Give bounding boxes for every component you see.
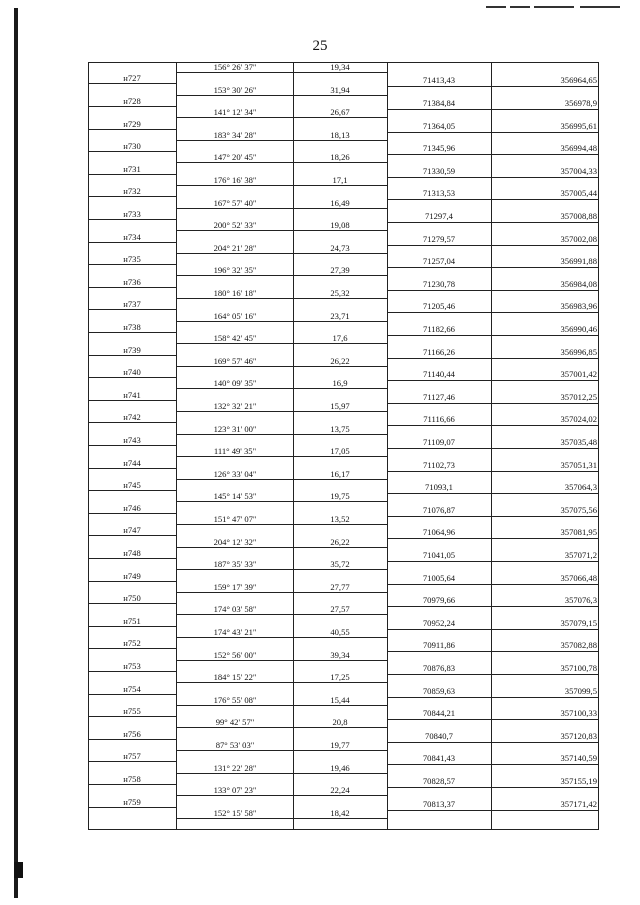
coord-y: 357120,83 xyxy=(560,730,597,741)
bearing-angle: 87° 53' 03" xyxy=(215,740,255,750)
point-label: н758 xyxy=(123,773,141,784)
coord-x: 70979,66 xyxy=(422,595,456,606)
row-rule xyxy=(388,810,598,811)
point-label: н732 xyxy=(123,186,141,197)
coord-y: 357004,33 xyxy=(560,165,597,176)
row-rule xyxy=(177,230,387,231)
point-label: н733 xyxy=(123,208,141,219)
row-rule xyxy=(388,471,598,472)
coord-x: 71109,07 xyxy=(423,436,455,447)
coord-y: 356994,48 xyxy=(560,143,597,154)
coord-y: 357024,02 xyxy=(560,414,597,425)
coord-y: 357001,42 xyxy=(560,369,597,380)
segment-length: 19,77 xyxy=(330,740,350,750)
row-rule xyxy=(177,456,387,457)
row-rule xyxy=(177,547,387,548)
top-rule xyxy=(510,6,530,8)
row-rule xyxy=(388,199,598,200)
bearing-angle: 133° 07' 23" xyxy=(213,785,257,796)
coord-x: 71093,1 xyxy=(425,482,453,493)
coord-x: 71140,44 xyxy=(423,369,455,380)
coord-y: 357171,42 xyxy=(560,798,597,809)
row-rule xyxy=(388,109,598,110)
coord-y: 356983,96 xyxy=(560,301,597,312)
row-rule xyxy=(177,185,387,186)
coord-y: 356991,88 xyxy=(560,256,597,267)
segment-length: 16,17 xyxy=(330,468,350,479)
coord-y: 357066,48 xyxy=(560,572,597,583)
segment-length: 31,94 xyxy=(330,84,350,95)
segment-length: 20,8 xyxy=(332,717,348,728)
segment-length: 27,57 xyxy=(330,604,350,615)
point-label: н753 xyxy=(123,660,141,671)
row-rule xyxy=(388,380,598,381)
row-rule xyxy=(388,154,598,155)
point-label: н750 xyxy=(123,593,141,604)
coord-y: 357071,2 xyxy=(564,549,597,560)
row-rule xyxy=(177,72,387,73)
top-rule xyxy=(486,6,506,8)
coord-x: 70840,7 xyxy=(425,730,453,741)
bearing-angle: 153° 30' 26" xyxy=(213,84,257,95)
row-rule xyxy=(177,818,387,819)
page-number: 25 xyxy=(312,38,328,54)
row-rule xyxy=(177,614,387,615)
row-rule xyxy=(88,445,176,446)
segment-length: 27,39 xyxy=(330,265,350,276)
row-rule xyxy=(88,400,176,401)
row-rule xyxy=(88,129,176,130)
row-rule xyxy=(177,524,387,525)
coord-x: 71166,26 xyxy=(423,346,455,357)
point-label: н741 xyxy=(123,389,141,400)
row-rule xyxy=(388,177,598,178)
coord-x: 71116,66 xyxy=(423,414,455,425)
segment-length: 35,72 xyxy=(330,559,350,570)
row-rule xyxy=(388,651,598,652)
point-label: н743 xyxy=(123,434,141,445)
point-label: н746 xyxy=(123,502,141,513)
row-rule xyxy=(177,321,387,322)
coord-y: 357064,3 xyxy=(564,482,597,493)
coord-y: 357140,59 xyxy=(560,753,597,764)
bearing-angle: 147° 20' 45" xyxy=(213,152,257,163)
row-rule xyxy=(88,716,176,717)
coord-y: 356964,65 xyxy=(560,75,597,86)
coord-x: 70844,21 xyxy=(422,708,456,719)
coord-x: 71279,57 xyxy=(422,233,456,244)
table-border-right xyxy=(598,62,599,830)
coord-x: 71127,46 xyxy=(423,391,455,402)
segment-length: 19,34 xyxy=(330,62,350,72)
row-rule xyxy=(388,448,598,449)
bearing-angle: 176° 16' 38" xyxy=(213,175,257,185)
coord-x: 70813,37 xyxy=(422,798,456,809)
segment-length: 17,05 xyxy=(330,446,350,457)
row-rule xyxy=(177,795,387,796)
segment-length: 23,71 xyxy=(330,310,350,321)
segment-length: 15,97 xyxy=(330,401,350,411)
row-rule xyxy=(88,513,176,514)
bearing-angle: 156° 26' 37" xyxy=(213,62,257,72)
bearing-angle: 158° 42' 45" xyxy=(213,333,257,344)
bearing-angle: 140° 09' 35" xyxy=(213,378,257,389)
row-rule xyxy=(88,490,176,491)
coord-y: 357005,44 xyxy=(560,188,597,199)
row-rule xyxy=(88,377,176,378)
point-label: н744 xyxy=(123,457,141,468)
row-rule xyxy=(88,694,176,695)
coord-y: 357081,95 xyxy=(560,527,597,538)
segment-length: 26,22 xyxy=(330,355,350,366)
row-rule xyxy=(88,784,176,785)
bearing-angle: 152° 56' 00" xyxy=(213,649,257,660)
bearing-angle: 123° 31' 00" xyxy=(213,423,257,434)
row-rule xyxy=(88,468,176,469)
bearing-angle: 183° 34' 28" xyxy=(213,129,257,140)
row-rule xyxy=(388,245,598,246)
coord-x: 71041,05 xyxy=(422,549,456,560)
row-rule xyxy=(388,335,598,336)
coord-y: 356978,9 xyxy=(564,97,597,108)
bearing-angle: 164° 05' 16" xyxy=(213,310,257,321)
coord-y: 357100,33 xyxy=(560,708,597,719)
segment-length: 13,75 xyxy=(330,423,350,434)
coord-y: 357035,48 xyxy=(560,436,597,447)
row-rule xyxy=(88,648,176,649)
segment-length: 26,22 xyxy=(330,536,350,547)
point-label: н730 xyxy=(123,141,141,152)
point-label: н759 xyxy=(123,796,141,807)
row-rule xyxy=(88,196,176,197)
row-rule xyxy=(88,535,176,536)
segment-length: 24,73 xyxy=(330,242,350,253)
coord-y: 357012,25 xyxy=(560,391,597,402)
coord-x: 71313,53 xyxy=(422,188,456,199)
coord-x: 70828,57 xyxy=(422,775,456,786)
row-rule xyxy=(388,787,598,788)
row-rule xyxy=(388,312,598,313)
row-rule xyxy=(177,162,387,163)
bearing-angle: 167° 57' 40" xyxy=(213,197,257,208)
row-rule xyxy=(388,403,598,404)
segment-length: 19,75 xyxy=(330,491,350,502)
coord-x: 70859,63 xyxy=(422,685,456,696)
row-rule xyxy=(388,425,598,426)
row-rule xyxy=(388,764,598,765)
coord-x: 70841,43 xyxy=(422,753,456,764)
coord-x: 70876,83 xyxy=(422,662,456,673)
coord-x: 71102,73 xyxy=(423,459,455,470)
point-label: н742 xyxy=(123,412,141,423)
segment-length: 17,1 xyxy=(332,175,348,185)
top-rule xyxy=(580,6,620,8)
coord-y: 357082,88 xyxy=(560,640,597,651)
row-rule xyxy=(177,366,387,367)
segment-length: 17,6 xyxy=(332,333,348,344)
row-rule xyxy=(177,592,387,593)
row-rule xyxy=(388,742,598,743)
row-rule xyxy=(88,829,599,830)
point-label: н751 xyxy=(123,615,141,626)
row-rule xyxy=(388,493,598,494)
row-rule xyxy=(388,584,598,585)
bearing-angle: 152° 15' 58" xyxy=(213,807,257,818)
point-label: н740 xyxy=(123,367,141,378)
coord-y: 356990,46 xyxy=(560,323,597,334)
row-rule xyxy=(88,761,176,762)
coord-x: 71413,43 xyxy=(422,75,456,86)
row-rule xyxy=(177,140,387,141)
point-label: н727 xyxy=(123,73,141,84)
segment-length: 18,26 xyxy=(330,152,350,163)
row-rule xyxy=(177,434,387,435)
point-label: н756 xyxy=(123,728,141,739)
coord-y: 357008,88 xyxy=(560,210,597,221)
segment-length: 18,42 xyxy=(330,807,350,818)
row-rule xyxy=(88,581,176,582)
row-rule xyxy=(177,479,387,480)
row-rule xyxy=(177,569,387,570)
segment-length: 16,9 xyxy=(332,378,348,389)
top-rule xyxy=(534,6,574,8)
coord-x: 71005,64 xyxy=(422,572,456,583)
row-rule xyxy=(388,538,598,539)
coordinates-table xyxy=(88,62,599,830)
row-rule xyxy=(177,298,387,299)
row-rule xyxy=(177,727,387,728)
row-rule xyxy=(88,264,176,265)
point-label: н757 xyxy=(123,751,141,762)
segment-length: 19,08 xyxy=(330,220,350,231)
bearing-angle: 174° 03' 58" xyxy=(213,604,257,615)
row-rule xyxy=(388,290,598,291)
row-rule xyxy=(388,719,598,720)
coord-x: 71384,84 xyxy=(422,97,456,108)
row-rule xyxy=(177,660,387,661)
point-label: н747 xyxy=(123,525,141,536)
segment-length: 26,67 xyxy=(330,107,350,118)
row-rule xyxy=(88,807,176,808)
point-label: н734 xyxy=(123,231,141,242)
coord-x: 71064,96 xyxy=(422,527,456,538)
coord-y: 357051,31 xyxy=(560,459,597,470)
row-rule xyxy=(88,83,176,84)
row-rule xyxy=(88,603,176,604)
point-label: н731 xyxy=(123,163,141,174)
row-rule xyxy=(177,388,387,389)
point-label: н739 xyxy=(123,344,141,355)
row-rule xyxy=(388,516,598,517)
coord-x: 70911,86 xyxy=(423,640,455,651)
row-rule xyxy=(88,355,176,356)
row-rule xyxy=(177,773,387,774)
row-rule xyxy=(88,309,176,310)
bearing-angle: 145° 14' 53" xyxy=(213,491,257,502)
row-rule xyxy=(177,253,387,254)
point-label: н752 xyxy=(123,638,141,649)
coord-y: 357100,78 xyxy=(560,662,597,673)
row-rule xyxy=(177,208,387,209)
point-label: н728 xyxy=(123,95,141,106)
row-rule xyxy=(388,606,598,607)
row-rule xyxy=(388,267,598,268)
bearing-angle: 151° 47' 07" xyxy=(213,514,257,524)
point-label: н737 xyxy=(123,299,141,310)
bearing-angle: 169° 57' 46" xyxy=(213,355,257,366)
segment-length: 18,13 xyxy=(330,129,350,140)
coord-x: 71230,78 xyxy=(422,278,456,289)
segment-length: 13,52 xyxy=(330,514,350,524)
bearing-angle: 174° 43' 21" xyxy=(213,627,257,637)
row-rule xyxy=(88,106,176,107)
row-rule xyxy=(88,287,176,288)
coord-x: 71330,59 xyxy=(422,165,456,176)
row-rule xyxy=(388,629,598,630)
row-rule xyxy=(88,739,176,740)
coord-y: 356995,61 xyxy=(560,120,597,131)
segment-length: 17,25 xyxy=(330,672,350,683)
bearing-angle: 187° 35' 33" xyxy=(213,559,257,570)
segment-length: 39,34 xyxy=(330,649,350,660)
row-rule xyxy=(177,501,387,502)
coord-y: 356996,85 xyxy=(560,346,597,357)
row-rule xyxy=(177,637,387,638)
coord-y: 357079,15 xyxy=(560,617,597,628)
coord-x: 71182,66 xyxy=(423,323,455,334)
row-rule xyxy=(88,242,176,243)
bearing-angle: 184° 15' 22" xyxy=(213,672,257,683)
scan-artifact xyxy=(14,862,23,878)
row-rule xyxy=(388,561,598,562)
segment-length: 22,24 xyxy=(330,785,350,796)
bearing-angle: 176° 55' 08" xyxy=(213,694,257,705)
scan-left-edge xyxy=(14,8,18,898)
row-rule xyxy=(388,86,598,87)
segment-length: 16,49 xyxy=(330,197,350,208)
bearing-angle: 126° 33' 04" xyxy=(213,468,257,479)
row-rule xyxy=(388,358,598,359)
coord-y: 357002,08 xyxy=(560,233,597,244)
point-label: н735 xyxy=(123,254,141,265)
segment-length: 27,77 xyxy=(330,581,350,592)
row-rule xyxy=(388,222,598,223)
row-rule xyxy=(88,626,176,627)
row-rule xyxy=(177,411,387,412)
bearing-angle: 196° 32' 35" xyxy=(213,265,257,276)
row-rule xyxy=(177,117,387,118)
bearing-angle: 99° 42' 57" xyxy=(215,717,255,728)
coord-x: 70952,24 xyxy=(422,617,456,628)
row-rule xyxy=(388,132,598,133)
row-rule xyxy=(177,682,387,683)
point-label: н729 xyxy=(123,118,141,129)
row-rule xyxy=(88,332,176,333)
point-label: н738 xyxy=(123,321,141,332)
bearing-angle: 141° 12' 34" xyxy=(213,107,257,118)
bearing-angle: 131° 22' 28" xyxy=(213,762,257,773)
row-rule xyxy=(177,750,387,751)
point-label: н736 xyxy=(123,276,141,287)
segment-length: 15,44 xyxy=(330,694,350,705)
segment-length: 25,32 xyxy=(330,288,350,298)
bearing-angle: 180° 16' 18" xyxy=(213,288,257,298)
row-rule xyxy=(88,151,176,152)
row-rule xyxy=(177,95,387,96)
row-rule xyxy=(88,558,176,559)
coord-y: 357076,3 xyxy=(564,595,597,606)
bearing-angle: 204° 21' 28" xyxy=(213,242,257,253)
row-rule xyxy=(88,219,176,220)
point-label: н745 xyxy=(123,480,141,491)
row-rule xyxy=(177,275,387,276)
point-label: н749 xyxy=(123,570,141,581)
bearing-angle: 111° 49' 35" xyxy=(213,446,257,457)
bearing-angle: 159° 17' 39" xyxy=(213,581,257,592)
segment-length: 19,46 xyxy=(330,762,350,773)
point-label: н748 xyxy=(123,547,141,558)
point-label: н755 xyxy=(123,706,141,717)
coord-x: 71364,05 xyxy=(422,120,456,131)
coord-y: 357099,5 xyxy=(564,685,597,696)
coord-y: 357075,56 xyxy=(560,504,597,515)
coord-x: 71345,96 xyxy=(422,143,456,154)
point-label: н754 xyxy=(123,683,141,694)
coord-x: 71297,4 xyxy=(425,210,453,221)
coord-x: 71076,87 xyxy=(422,504,456,515)
coord-y: 356984,08 xyxy=(560,278,597,289)
row-rule xyxy=(177,705,387,706)
row-rule xyxy=(88,671,176,672)
bearing-angle: 204° 12' 32" xyxy=(213,536,257,547)
row-rule xyxy=(388,674,598,675)
coord-x: 71257,04 xyxy=(422,256,456,267)
row-rule xyxy=(88,422,176,423)
row-rule xyxy=(88,174,176,175)
row-rule xyxy=(388,697,598,698)
coord-y: 357155,19 xyxy=(560,775,597,786)
row-rule xyxy=(177,343,387,344)
bearing-angle: 132° 32' 21" xyxy=(213,401,257,411)
coord-x: 71205,46 xyxy=(422,301,456,312)
segment-length: 40,55 xyxy=(330,627,350,637)
bearing-angle: 200° 52' 33" xyxy=(213,220,257,231)
